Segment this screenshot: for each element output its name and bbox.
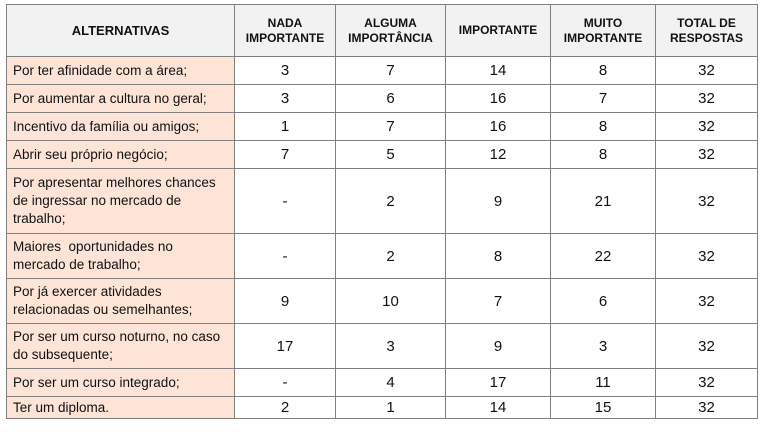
table-row bbox=[7, 57, 758, 85]
cell-alguma-importancia: 2 bbox=[336, 169, 446, 234]
table-row bbox=[7, 113, 758, 141]
responses-table bbox=[6, 4, 758, 419]
cell-total: 32 bbox=[656, 85, 758, 113]
cell-total: 32 bbox=[656, 113, 758, 141]
cell-importante: 8 bbox=[446, 234, 551, 279]
table-row bbox=[7, 169, 758, 234]
cell-importante: 7 bbox=[446, 279, 551, 324]
cell-muito-importante: 3 bbox=[551, 324, 656, 369]
cell-alguma-importancia: 7 bbox=[336, 57, 446, 85]
cell-importante: 16 bbox=[446, 113, 551, 141]
cell-alguma-importancia: 3 bbox=[336, 324, 446, 369]
cell-muito-importante: 8 bbox=[551, 57, 656, 85]
cell-muito-importante: 8 bbox=[551, 113, 656, 141]
row-label: Por aumentar a cultura no geral; bbox=[7, 85, 235, 113]
cell-nada-importante: 3 bbox=[235, 85, 336, 113]
cell-muito-importante: 15 bbox=[551, 397, 656, 419]
header-muito-importante: MUITO IMPORTANTE bbox=[551, 5, 656, 57]
header-importante: IMPORTANTE bbox=[446, 5, 551, 57]
cell-importante: 14 bbox=[446, 397, 551, 419]
row-label: Por apresentar melhores chances de ingressar no mercado de trabalho; bbox=[7, 169, 235, 234]
cell-muito-importante: 11 bbox=[551, 369, 656, 397]
cell-nada-importante: 17 bbox=[235, 324, 336, 369]
cell-muito-importante: 22 bbox=[551, 234, 656, 279]
table-row bbox=[7, 141, 758, 169]
row-label: Abrir seu próprio negócio; bbox=[7, 141, 235, 169]
row-label: Maiores oportunidades no mercado de trabalho; bbox=[7, 234, 235, 279]
header-alternativas: ALTERNATIVAS bbox=[7, 5, 235, 57]
header-row bbox=[7, 5, 758, 57]
cell-nada-importante: - bbox=[235, 234, 336, 279]
cell-alguma-importancia: 2 bbox=[336, 234, 446, 279]
header-alguma-importancia: ALGUMA IMPORTÂNCIA bbox=[336, 5, 446, 57]
cell-importante: 9 bbox=[446, 324, 551, 369]
table-row bbox=[7, 234, 758, 279]
table-row bbox=[7, 85, 758, 113]
cell-alguma-importancia: 7 bbox=[336, 113, 446, 141]
cell-alguma-importancia: 1 bbox=[336, 397, 446, 419]
cell-muito-importante: 7 bbox=[551, 85, 656, 113]
row-label: Por ser um curso noturno, no caso do subsequente; bbox=[7, 324, 235, 369]
cell-alguma-importancia: 6 bbox=[336, 85, 446, 113]
cell-nada-importante: 9 bbox=[235, 279, 336, 324]
header-total-de-respostas: TOTAL DE RESPOSTAS bbox=[656, 5, 758, 57]
cell-total: 32 bbox=[656, 279, 758, 324]
row-label: Por ser um curso integrado; bbox=[7, 369, 235, 397]
row-label: Por ter afinidade com a área; bbox=[7, 57, 235, 85]
cell-importante: 12 bbox=[446, 141, 551, 169]
row-label: Por já exercer atividades relacionadas ou semelhantes; bbox=[7, 279, 235, 324]
cell-alguma-importancia: 5 bbox=[336, 141, 446, 169]
cell-muito-importante: 8 bbox=[551, 141, 656, 169]
cell-importante: 9 bbox=[446, 169, 551, 234]
table-row bbox=[7, 369, 758, 397]
cell-importante: 17 bbox=[446, 369, 551, 397]
cell-muito-importante: 6 bbox=[551, 279, 656, 324]
cell-total: 32 bbox=[656, 141, 758, 169]
cell-nada-importante: 3 bbox=[235, 57, 336, 85]
table-row bbox=[7, 397, 758, 419]
cell-alguma-importancia: 10 bbox=[336, 279, 446, 324]
responses-table-container bbox=[6, 4, 758, 419]
row-label: Ter um diploma. bbox=[7, 397, 235, 419]
cell-total: 32 bbox=[656, 234, 758, 279]
cell-total: 32 bbox=[656, 369, 758, 397]
cell-nada-importante: 2 bbox=[235, 397, 336, 419]
row-label: Incentivo da família ou amigos; bbox=[7, 113, 235, 141]
table-row bbox=[7, 279, 758, 324]
cell-total: 32 bbox=[656, 397, 758, 419]
cell-total: 32 bbox=[656, 324, 758, 369]
cell-importante: 16 bbox=[446, 85, 551, 113]
cell-nada-importante: 7 bbox=[235, 141, 336, 169]
cell-muito-importante: 21 bbox=[551, 169, 656, 234]
header-nada-importante: NADA IMPORTANTE bbox=[235, 5, 336, 57]
cell-total: 32 bbox=[656, 57, 758, 85]
cell-importante: 14 bbox=[446, 57, 551, 85]
cell-nada-importante: 1 bbox=[235, 113, 336, 141]
cell-total: 32 bbox=[656, 169, 758, 234]
cell-nada-importante: - bbox=[235, 369, 336, 397]
cell-nada-importante: - bbox=[235, 169, 336, 234]
cell-alguma-importancia: 4 bbox=[336, 369, 446, 397]
table-row bbox=[7, 324, 758, 369]
